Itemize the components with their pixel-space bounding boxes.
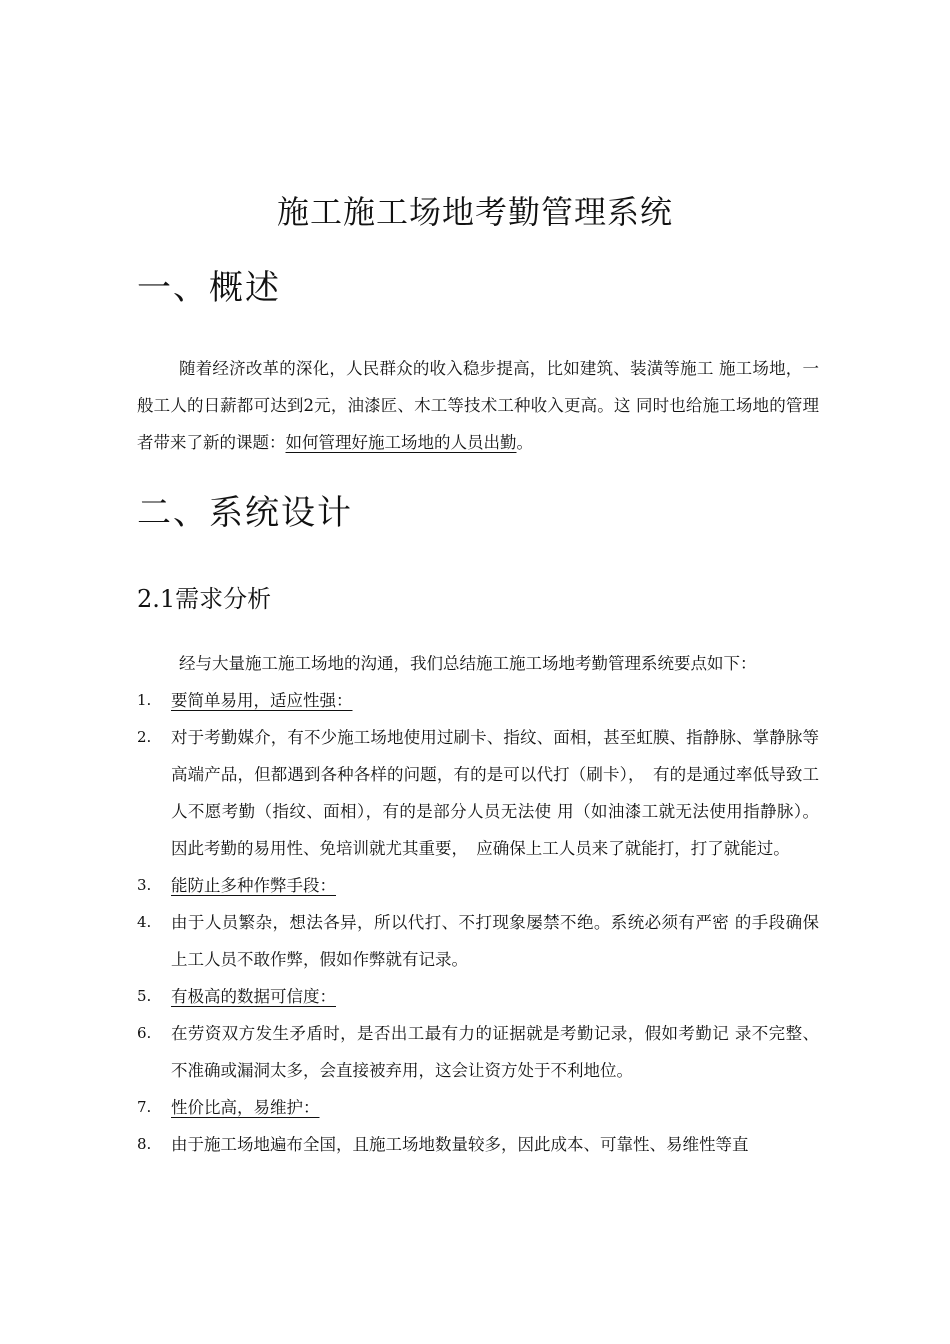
list-item-number: 4. [137,913,152,931]
list-item [137,904,819,978]
list-item-text: 要简单易用，适应性强： [171,691,353,710]
subsection-heading-requirements: 2.1需求分析 [137,585,272,613]
list-item-text: 有极高的数据可信度： [171,987,336,1006]
list-item-text: 能防止多种作弊手段： [171,876,336,895]
list-item-number: 3. [137,876,152,894]
list-item [137,719,819,867]
list-item-number: 2. [137,728,152,746]
list-item [137,867,819,904]
section-heading-overview: 一、概述 [137,268,281,308]
list-item-text: 性价比高，易维护： [171,1098,320,1117]
list-item [137,682,819,719]
list-item [137,978,819,1015]
section-heading-system-design: 二、系统设计 [137,493,353,533]
list-item-text: 在劳资双方发生矛盾时，是否出工最有力的证据就是考勤记录，假如考勤记 录不完整、不准确或漏洞太多，会直接被弃用，这会让资方处于不利地位。 [171,1024,819,1080]
list-item-text: 由于人员繁杂，想法各异，所以代打、不打现象屡禁不绝。系统必须有严密 的手段确保上工人员不敢作弊，假如作弊就有记录。 [171,913,819,969]
list-item-text: 对于考勤媒介，有不少施工场地使用过刷卡、指纹、面相，甚至虹膜、指静脉、掌静脉等高端产品，但都遇到各种各样的问题，有的是可以代打（刷卡）， 有的是通过率低导致工人不愿考勤（指纹、面相），有的是部分人员无法使 用（如油漆工就无法使用指静脉）。因此考勤的易用性、免培训就尤其重要， 应确保上工人员来了就能打，打了就能过。 [171,728,819,858]
list-item-number: 8. [137,1135,152,1153]
list-item-text: 由于施工场地遍布全国，且施工场地数量较多，因此成本、可靠性、易维性等直 [171,1135,749,1154]
overview-paragraph [137,350,819,461]
requirements-list [137,682,819,1163]
list-item-number: 6. [137,1024,152,1042]
overview-paragraph-underlined: 如何管理好施工场地的人员出勤 [285,433,517,452]
list-item [137,1126,819,1163]
overview-paragraph-end: 。 [516,433,533,452]
list-item-number: 5. [137,987,152,1005]
list-item-number: 7. [137,1098,152,1116]
overview-paragraph-text: 随着经济改革的深化，人民群众的收入稳步提高，比如建筑、装潢等施工 施工场地，一般工人的日薪都可达到2元，油漆匠、木工等技术工种收入更高。这 同时也给施工场地的管理者带来了新的课题： [137,359,819,452]
list-item [137,1089,819,1126]
document-title: 施工施工场地考勤管理系统 [276,193,673,231]
list-item [137,1015,819,1089]
requirements-intro: 经与大量施工施工场地的沟通，我们总结施工施工场地考勤管理系统要点如下： [179,654,757,673]
list-item-number: 1. [137,691,152,709]
